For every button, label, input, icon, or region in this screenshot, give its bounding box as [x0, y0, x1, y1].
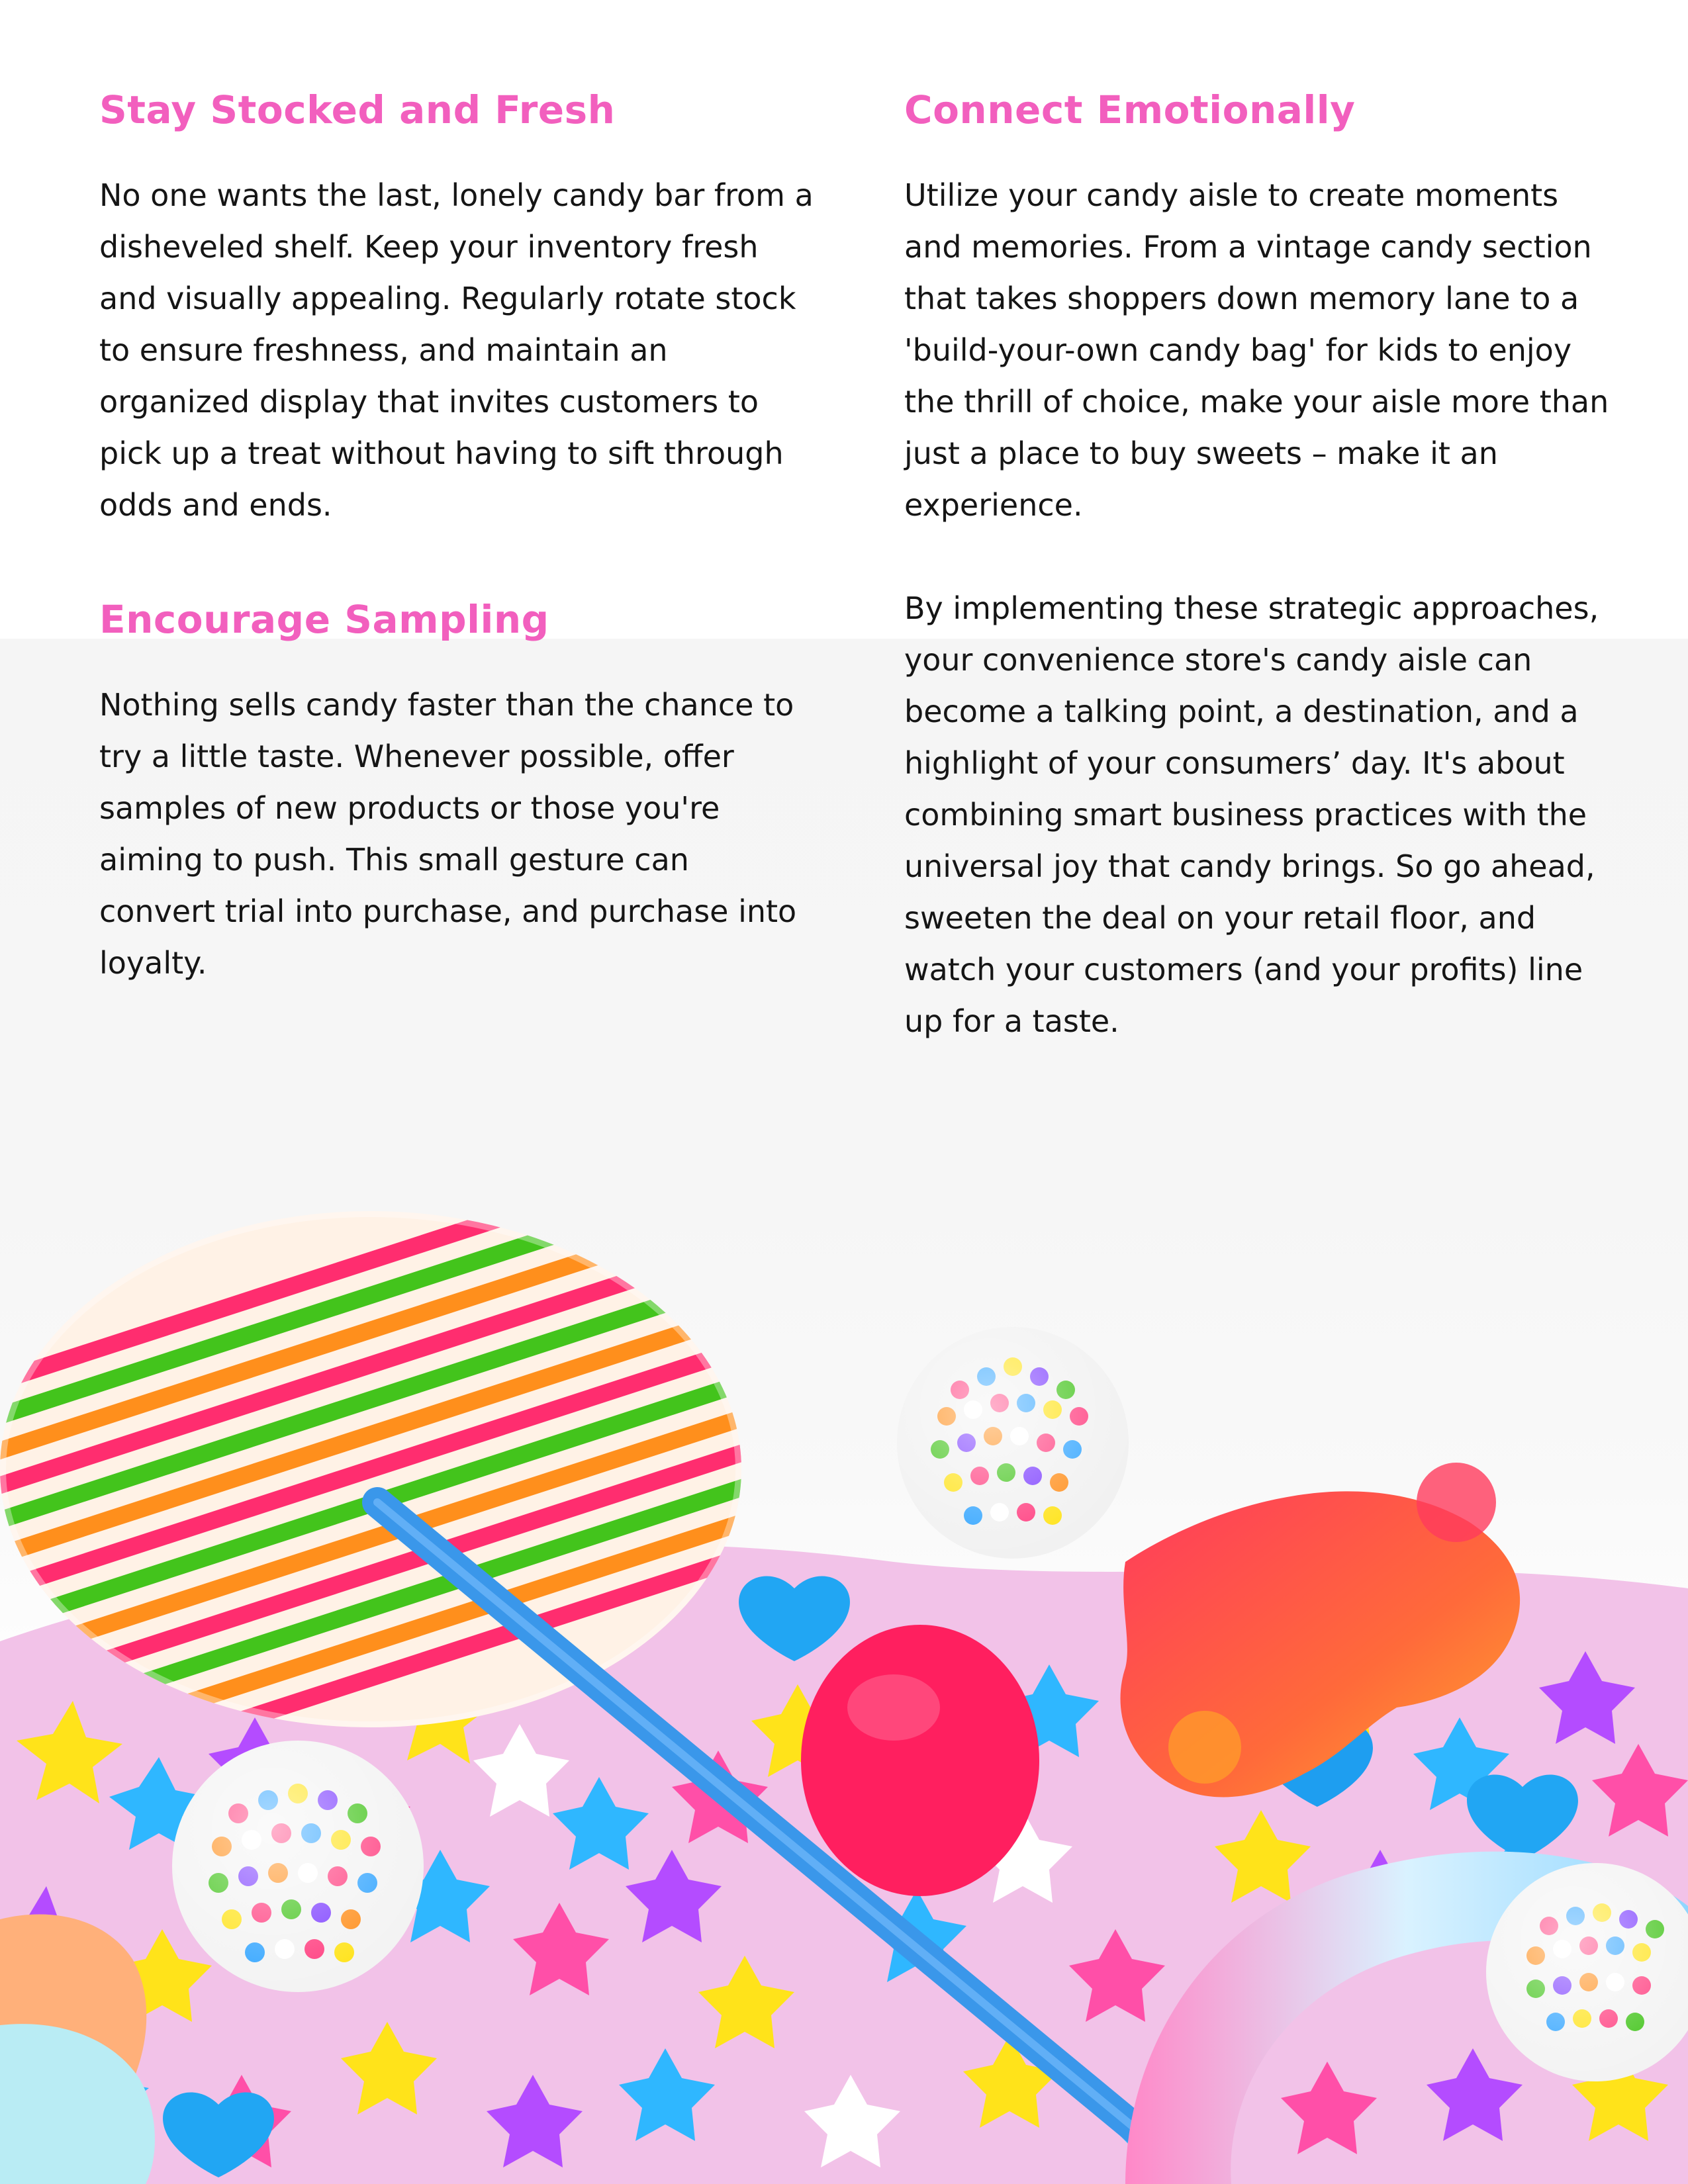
candy-photo — [0, 1046, 1688, 2184]
right-column — [904, 79, 1619, 1047]
sprinkle-ball-left — [172, 1741, 424, 1992]
paragraph-encourage-sampling: Nothing sells candy faster than the chance to try a little taste. Whenever possible, offer samples of new products or those you're aiming to push. This small gesture can convert trial into purchase, and purchase into loyalty. — [99, 687, 797, 981]
paragraph-stay-stocked: No one wants the last, lonely candy bar from a disheveled shelf. Keep your inventory fresh and visually appealing. Regularly rotate stock to ensure freshness, and maintain an organized display that invites customers to pick up a treat without having to sift through odds and ends. — [99, 177, 814, 523]
left-column — [99, 79, 814, 989]
paragraph-connect-emotionally: Utilize your candy aisle to create moments and memories. From a vintage candy section that takes shoppers down memory lane to a 'build-your-own candy bag' for kids to enjoy the thrill of choice, make your aisle more than just a place to buy sweets – make it an experience. — [904, 177, 1609, 523]
paragraph-conclusion: By implementing these strategic approaches, your convenience store's candy aisle can become a talking point, a destination, and a highlight of your consumers’ day. It's about combining smart business practices with the universal joy that candy brings. So go ahead, sweeten the deal on your retail floor, and watch your customers (and your profits) line up for a taste. — [904, 590, 1599, 1039]
heading-encourage-sampling: Encourage Sampling — [99, 597, 549, 642]
heading-stay-stocked: Stay Stocked and Fresh — [99, 87, 616, 132]
heading-connect-emotionally: Connect Emotionally — [904, 87, 1356, 132]
raspberry-candy — [801, 1625, 1039, 1896]
sprinkle-ball-top — [897, 1327, 1129, 1559]
